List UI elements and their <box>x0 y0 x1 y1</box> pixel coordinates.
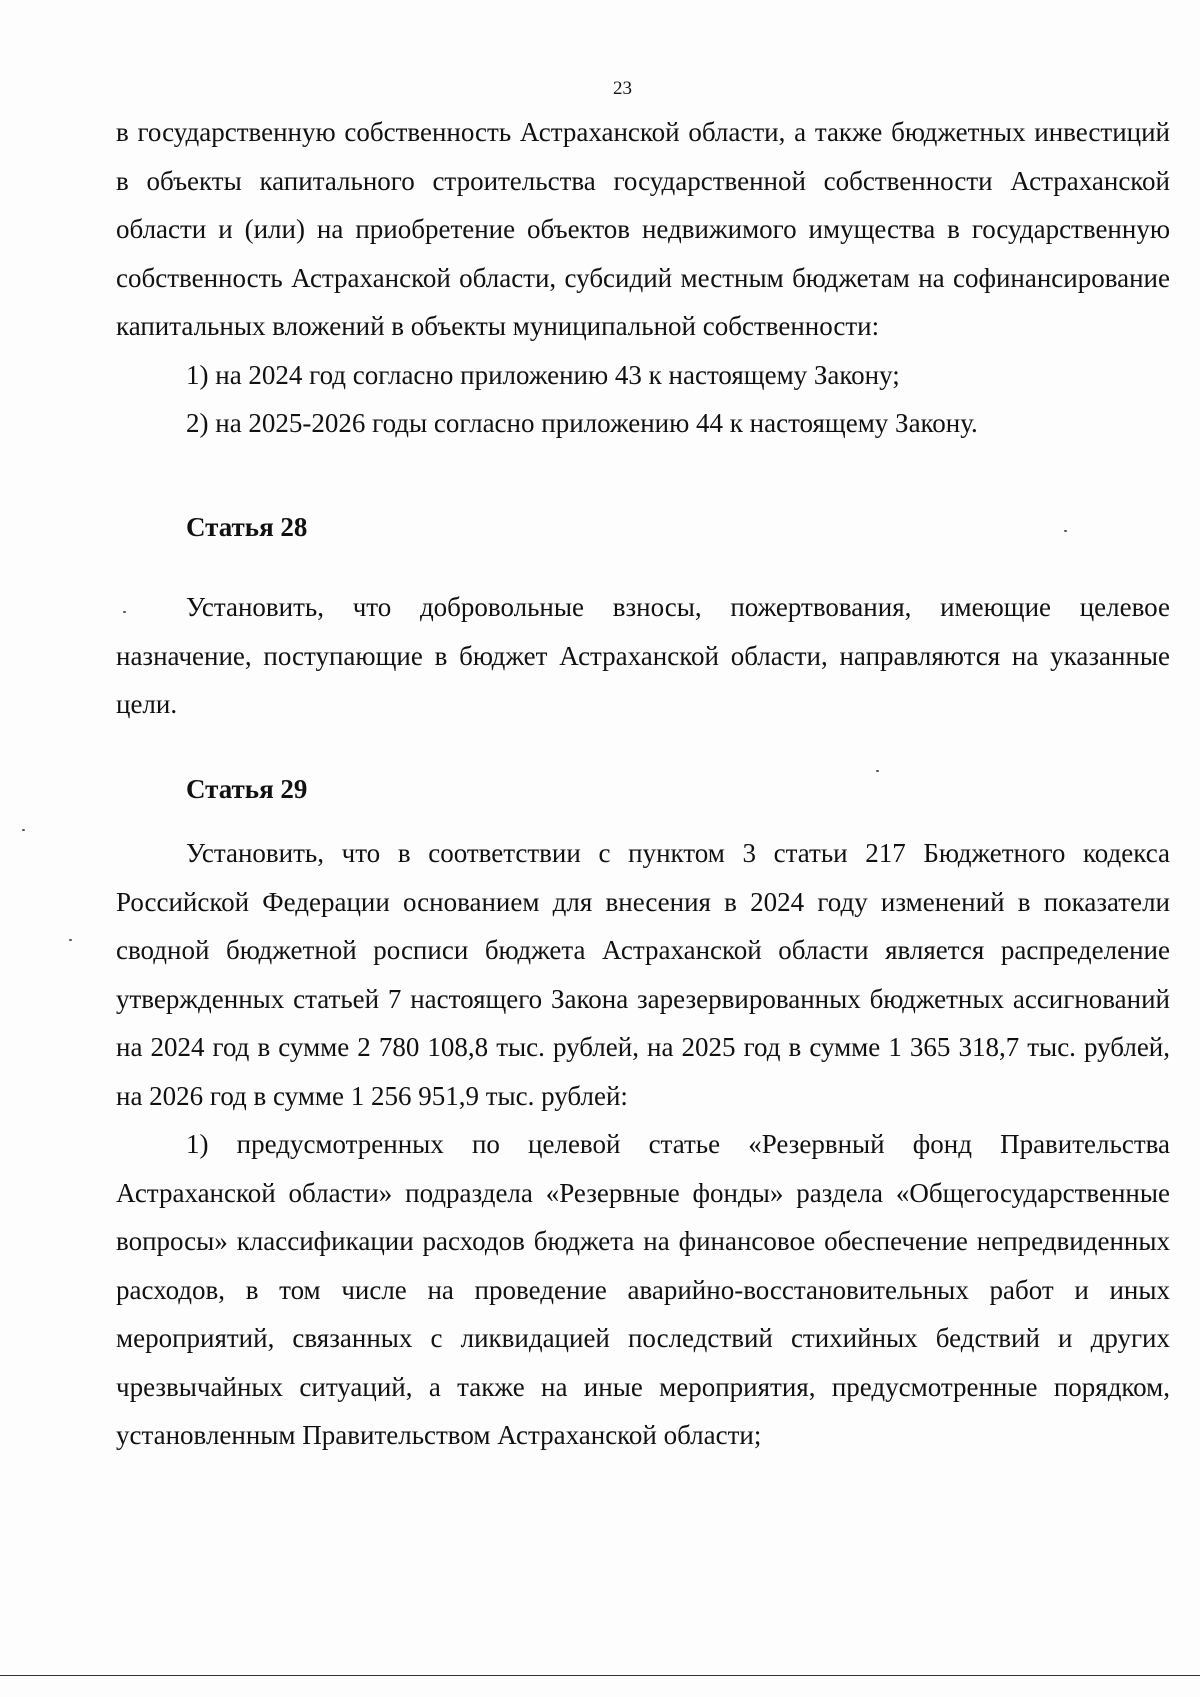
scan-speck <box>123 611 126 613</box>
article-29-paragraph-1: Установить, что в соответствии с пунктом 3 статьи 217 Бюджетного кодекса Российской Федерации основанием для внесения в 2024 году изменений в показатели сводной бюджетной росписи бюджета Астраханской области является распределение утвержденных статьей 7 настоящего Закона зарезервированных бюджетных ассигнований на 2024 год в сумме 2 780 108,8 тыс. рублей, на 2025 год в сумме 1 365 318,7 тыс. рублей, на 2026 год в сумме 1 256 951,9 тыс. рублей: <box>116 838 1170 1111</box>
continuation-block <box>116 108 1170 448</box>
continuation-paragraph: в государственную собственность Астраханской области, а также бюджетных инвестиций в объекты капитального строительства государственной собственности Астраханской области и (или) на приобретение объектов недвижимого имущества в государственную собственность Астраханской области, субсидий местным бюджетам на софинансирование капитальных вложений в объекты муниципальной собственности: <box>116 117 1170 341</box>
article-29-heading: Статья 29 <box>186 774 308 804</box>
article-28-heading: Статья 28 <box>186 512 308 542</box>
scan-speck <box>69 939 72 941</box>
page-number: 23 <box>613 78 632 99</box>
scan-speck <box>876 770 879 772</box>
list-item-2: 2) на 2025-2026 годы согласно приложению 44 к настоящему Закону. <box>186 408 978 438</box>
scan-speck <box>1064 530 1067 532</box>
scan-speck <box>22 829 25 831</box>
list-item-1: 1) на 2024 год согласно приложению 43 к настоящему Закону; <box>186 359 900 390</box>
article-29-item-1: 1) предусмотренных по целевой статье «Резервный фонд Правительства Астраханской области» подраздела «Резервные фонды» раздела «Общегосударственные вопросы» классификации расходов бюджета на финансовое обеспечение непредвиденных расходов, в том числе на проведение аварийно-восстановительных работ и иных мероприятий, связанных с ликвидацией последствий стихийных бедствий и других чрезвычайных ситуаций, а также на иные мероприятия, предусмотренные порядком, установленным Правительством Астраханской области; <box>116 1129 1170 1450</box>
article-28-paragraph: Установить, что добровольные взносы, пожертвования, имеющие целевое назначение, поступающие в бюджет Астраханской области, направляются на указанные цели. <box>116 592 1170 719</box>
article-28-body <box>116 583 1170 729</box>
article-29-body <box>116 829 1170 1460</box>
bottom-scan-edge <box>0 1675 1200 1676</box>
